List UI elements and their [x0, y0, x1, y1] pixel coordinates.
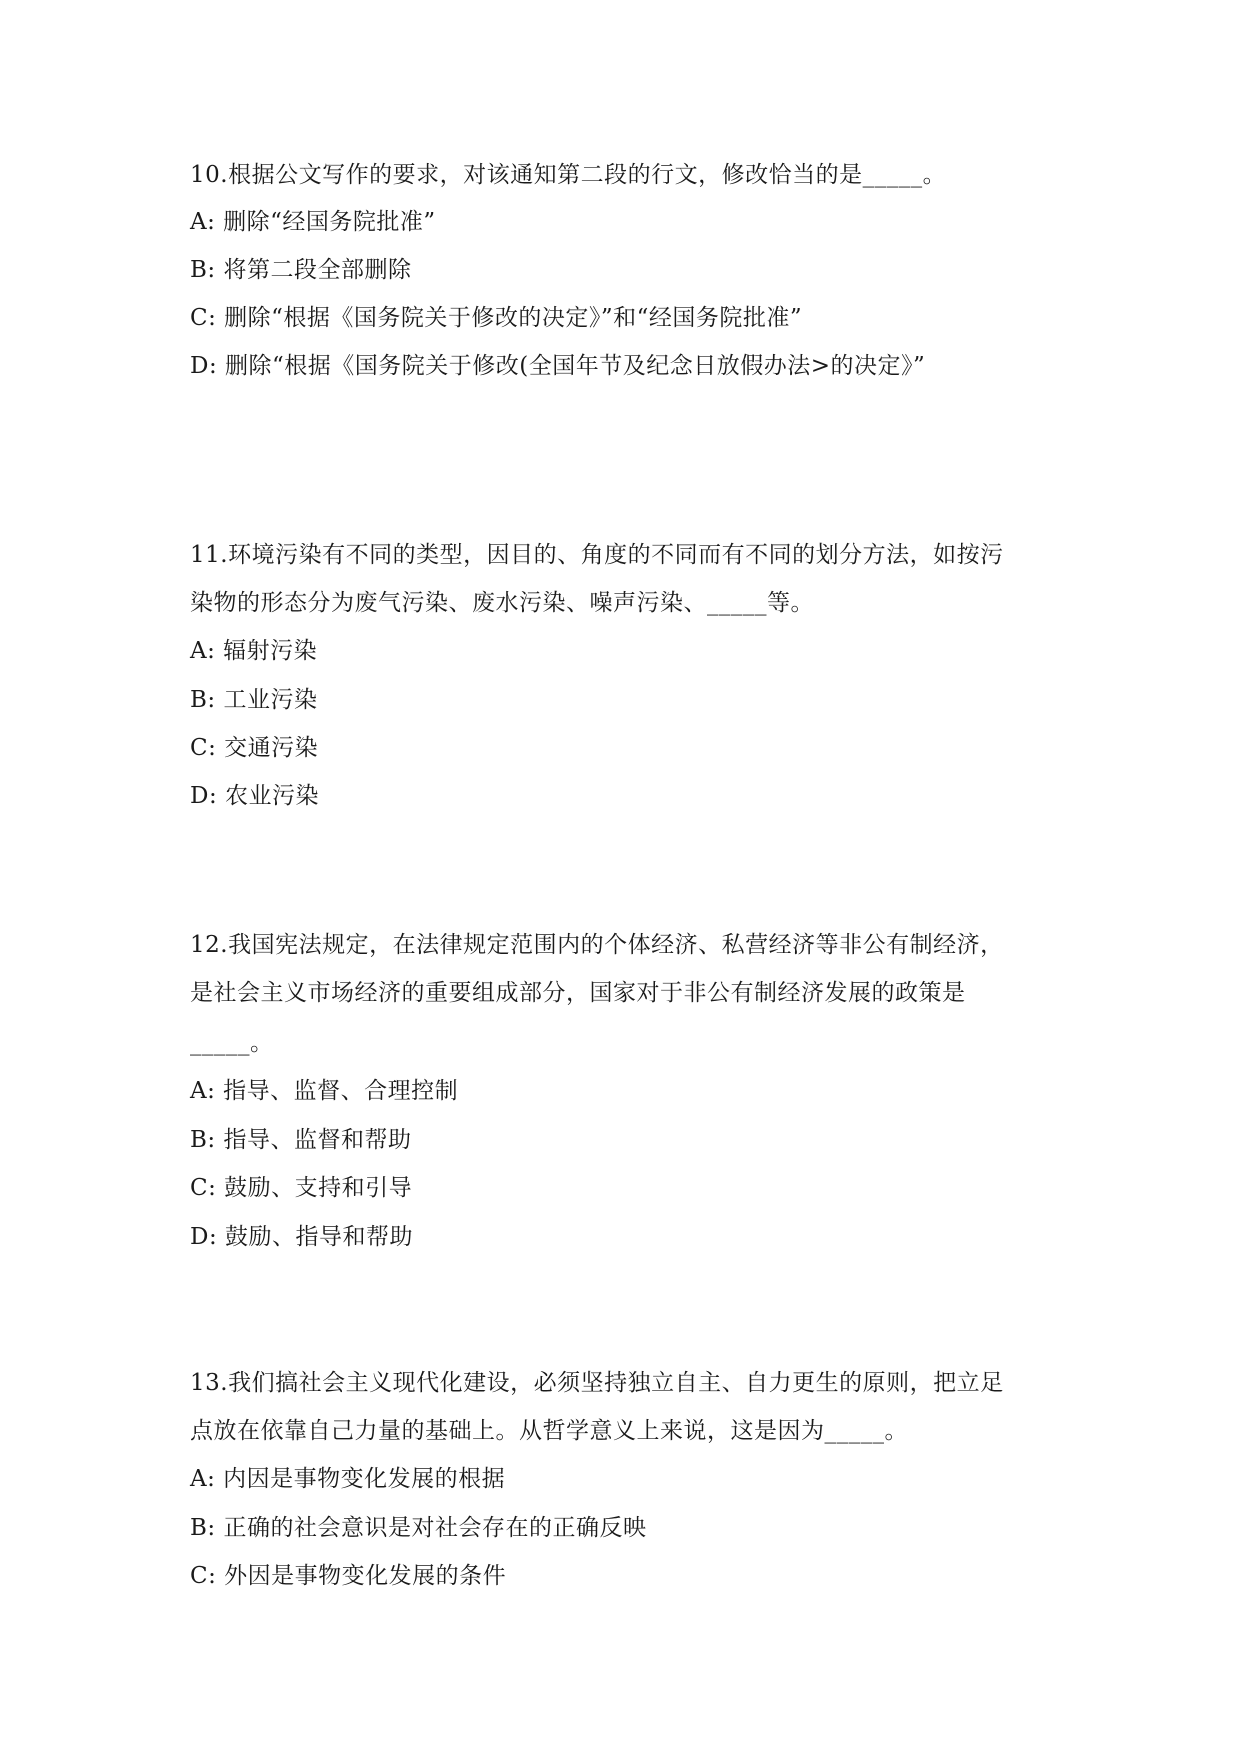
question-12-option-a: A: 指导、监督、合理控制: [190, 1078, 459, 1104]
question-11-option-c: C: 交通污染: [190, 735, 319, 761]
question-10-stem-line-1: 10.根据公文写作的要求，对该通知第二段的行文，修改恰当的是_____。: [190, 162, 947, 188]
question-11-option-d: D: 农业污染: [190, 783, 320, 809]
question-11-stem-line-2: 染物的形态分为废气污染、废水污染、噪声污染、_____等。: [190, 590, 814, 616]
question-12-stem-line-1: 12.我国宪法规定，在法律规定范围内的个体经济、私营经济等非公有制经济，: [190, 932, 1004, 958]
question-13-option-b: B: 正确的社会意识是对社会存在的正确反映: [190, 1515, 647, 1541]
question-12-option-b: B: 指导、监督和帮助: [190, 1127, 412, 1153]
question-11-option-b: B: 工业污染: [190, 687, 318, 713]
question-13-option-a: A: 内因是事物变化发展的根据: [190, 1466, 506, 1492]
question-10-option-c: C: 删除“根据《国务院关于修改的决定》”和“经国务院批准”: [190, 305, 803, 331]
question-12-option-c: C: 鼓励、支持和引导: [190, 1175, 413, 1201]
question-12-stem-line-3: _____。: [190, 1030, 274, 1056]
question-11-stem-line-1: 11.环境污染有不同的类型，因目的、角度的不同而有不同的划分方法，如按污: [190, 542, 1004, 568]
question-10-option-d: D: 删除“根据《国务院关于修改(全国年节及纪念日放假办法>的决定》”: [190, 353, 926, 379]
question-12-stem-line-2: 是社会主义市场经济的重要组成部分，国家对于非公有制经济发展的政策是: [190, 980, 966, 1006]
question-12-option-d: D: 鼓励、指导和帮助: [190, 1224, 414, 1250]
question-10-option-b: B: 将第二段全部删除: [190, 257, 412, 283]
question-10-option-a: A: 删除“经国务院批准”: [190, 209, 436, 235]
question-13-option-c: C: 外因是事物变化发展的条件: [190, 1563, 507, 1589]
question-13-stem-line-1: 13.我们搞社会主义现代化建设，必须坚持独立自主、自力更生的原则，把立足: [190, 1370, 1004, 1396]
question-11-option-a: A: 辐射污染: [190, 638, 318, 664]
question-13-stem-line-2: 点放在依靠自己力量的基础上。从哲学意义上来说，这是因为_____。: [190, 1418, 908, 1444]
